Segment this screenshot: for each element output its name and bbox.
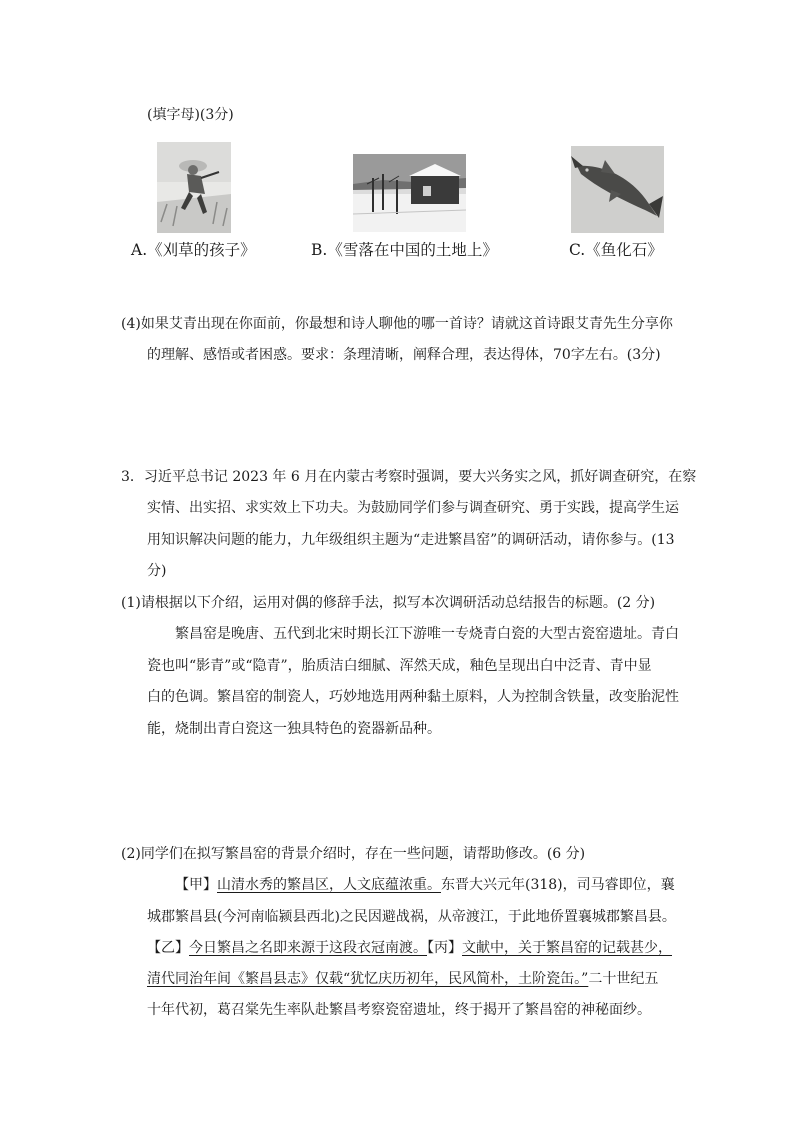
q3-1-prompt: (1)请根据以下介绍，运用对偶的修辞手法，拟写本次调研活动总结报告的标题。(2 分) — [121, 595, 656, 611]
q2-4-line-2: 的理解、感悟或者困惑。要求：条理清晰，阐释合理，表达得体，70字左右。(3分) — [147, 347, 661, 363]
q3-2-prompt: (2)同学们在拟写繁昌窑的背景介绍时，存在一些问题，请帮助修改。(6 分) — [121, 846, 586, 862]
q3-2-line-5: 十年代初，葛召棠先生率队赴繁昌考察瓷窑遗址，终于揭开了繁昌窑的神秘面纱。 — [147, 1002, 651, 1018]
q3-1-paragraph-line-1: 繁昌窑是晚唐、五代到北宋时期长江下游唯一专烧青白瓷的大型古瓷窑遗址。青白 — [175, 626, 679, 642]
sentence-bing-part-1: 文献中，关于繁昌窑的记载甚少， — [462, 940, 672, 956]
caption-b: B.《雪落在中国的土地上》 — [311, 241, 498, 259]
image-fish-fossil — [571, 146, 664, 233]
q3-line-4: 分) — [147, 563, 167, 579]
image-grass-cutting-child — [157, 142, 231, 233]
caption-a: A.《刈草的孩子》 — [131, 241, 256, 259]
q3-1-paragraph-line-2: 瓷也叫“影青”或“隐青”，胎质洁白细腻、浑然天成，釉色呈现出白中泛青、青中显 — [147, 658, 652, 674]
q3-2-line-4 — [147, 968, 658, 988]
q3-line-1: 3．习近平总书记 2023 年 6 月在内蒙古考察时强调，要大兴务实之风，抓好调查研究，在察 — [121, 469, 697, 485]
mark-bing: 【丙】 — [427, 940, 462, 956]
q3-line-3: 用知识解决问题的能力，九年级组织主题为“走进繁昌窑”的调研活动，请你参与。(13 — [147, 532, 675, 548]
mark-jia: 【甲】 — [175, 877, 217, 893]
q3-1-paragraph-line-3: 白的色调。繁昌窑的制瓷人，巧妙地选用两种黏土原料，人为控制含铁量，改变胎泥性 — [147, 689, 679, 705]
sentence-jia: 山清水秀的繁昌区，人文底蕴浓重。 — [217, 877, 441, 893]
q3-line-2: 实情、出实招、求实效上下功夫。为鼓励同学们参与调查研究、勇于实践，提高学生运 — [147, 500, 679, 516]
sentence-yi: 今日繁昌之名即来源于这段衣冠南渡。 — [189, 940, 427, 956]
line-4-rest: 二十世纪五 — [588, 971, 659, 987]
q3-2-line-1 — [175, 874, 675, 894]
q3-1-paragraph-line-4: 能，烧制出青白瓷这一独具特色的瓷器新品种。 — [147, 721, 441, 737]
q3-2-line-3 — [147, 937, 672, 957]
answer-instruction: (填字母)(3分) — [147, 107, 234, 123]
caption-c: C.《鱼化石》 — [569, 241, 663, 259]
q2-4-line-1: (4)如果艾青出现在你面前，你最想和诗人聊他的哪一首诗？请就这首诗跟艾青先生分享你 — [121, 316, 673, 332]
q3-2-line-2: 城郡繁昌县(今河南临颍县西北)之民因避战祸，从帝渡江，于此地侨置襄城郡繁昌县。 — [147, 909, 676, 925]
image-snow-cabin — [353, 154, 466, 232]
line-1-rest: 东晋大兴元年(318)，司马睿即位，襄 — [441, 877, 675, 893]
mark-yi: 【乙】 — [147, 940, 189, 956]
sentence-bing-part-2: 清代同治年间《繁昌县志》仅载“犹忆庆历初年，民风简朴，土阶瓷缶。” — [147, 971, 589, 987]
